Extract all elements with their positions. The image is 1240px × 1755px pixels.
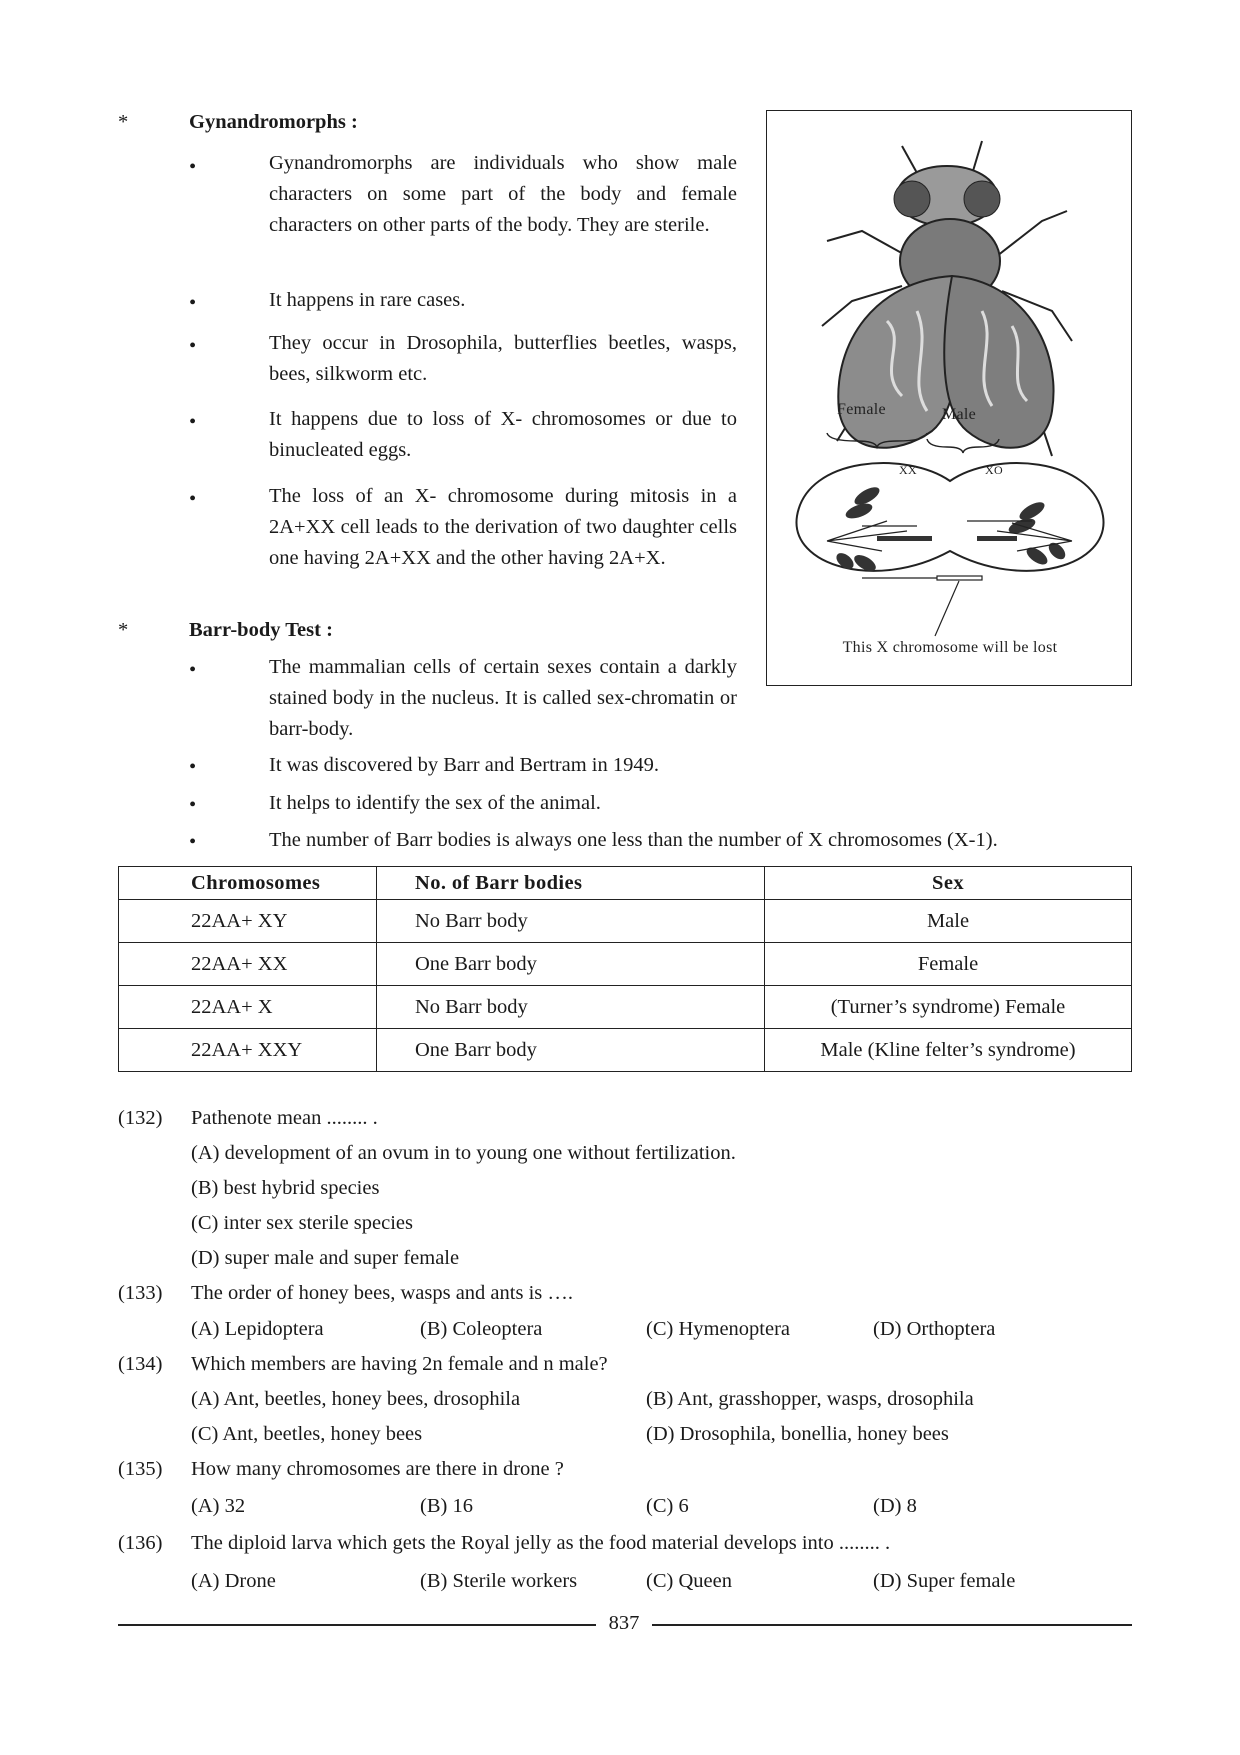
gyn-bullet-3: They occur in Drosophila, butterflies beetles, wasps, bees, silkworm etc. [269, 332, 737, 385]
drosophila-illustration [767, 111, 1133, 687]
col-header-chromosomes: Chromosomes [119, 867, 377, 900]
gynandromorph-figure [766, 110, 1132, 686]
bullet: • [189, 156, 197, 178]
option-a: (A) 32 [191, 1495, 246, 1517]
table-cell: Female [765, 943, 1132, 986]
bullet: • [189, 292, 197, 314]
table-cell: Male [765, 900, 1132, 943]
table-cell: 22AA+ XXY [119, 1029, 377, 1072]
question-number: (135) [118, 1458, 163, 1480]
table-cell: (Turner’s syndrome) Female [765, 986, 1132, 1029]
gyn-bullet-5: The loss of an X- chromosome during mitosis in a 2A+XX cell leads to the derivation of two daughter cells one having 2A+XX and the other having 2A+X. [269, 485, 737, 569]
option-b: (B) 16 [420, 1495, 473, 1517]
table-row [119, 986, 1132, 1029]
table-cell: Male (Kline felter’s syndrome) [765, 1029, 1132, 1072]
male-label: Male [942, 406, 977, 423]
table-row [119, 1029, 1132, 1072]
barr-body-table [118, 866, 1132, 1072]
table-cell: 22AA+ XX [119, 943, 377, 986]
female-label: Female [837, 401, 886, 418]
page-number: 837 [608, 1612, 640, 1634]
question-text: Which members are having 2n female and n male? [191, 1353, 608, 1375]
footer-rule-right [652, 1624, 1132, 1626]
option-c: (C) Hymenoptera [646, 1318, 791, 1340]
option-c: (C) Queen [646, 1570, 732, 1592]
bullet: • [189, 335, 197, 357]
table-row [119, 900, 1132, 943]
bullet: • [189, 831, 197, 853]
option-d: (D) 8 [873, 1495, 917, 1517]
table-row [119, 943, 1132, 986]
section-marker: * [118, 619, 129, 641]
option-c: (C) inter sex sterile species [191, 1212, 414, 1234]
col-header-barr-bodies: No. of Barr bodies [377, 867, 765, 900]
option-d: (D) Super female [873, 1570, 1016, 1592]
barr-bullet-2: It was discovered by Barr and Bertram in 1949. [269, 754, 659, 776]
question-text: Pathenote mean ........ . [191, 1107, 378, 1129]
barr-bullet-4: The number of Barr bodies is always one less than the number of X chromosomes (X-1). [269, 829, 998, 851]
table-cell: No Barr body [377, 986, 765, 1029]
table-cell: One Barr body [377, 1029, 765, 1072]
table-cell: One Barr body [377, 943, 765, 986]
section-marker: * [118, 111, 129, 133]
option-a: (A) Lepidoptera [191, 1318, 324, 1340]
table-header-row [119, 867, 1132, 900]
table-cell: 22AA+ X [119, 986, 377, 1029]
bullet: • [189, 794, 197, 816]
option-c: (C) 6 [646, 1495, 689, 1517]
option-c: (C) Ant, beetles, honey bees [191, 1423, 423, 1445]
option-a: (A) Drone [191, 1570, 276, 1592]
question-text: The diploid larva which gets the Royal jelly as the food material develops into ........ . [191, 1532, 891, 1554]
option-b: (B) best hybrid species [191, 1177, 380, 1199]
barr-bullet-1: The mammalian cells of certain sexes contain a darkly stained body in the nucleus. It is called sex-chromatin or barr-body. [269, 656, 737, 740]
question-number: (132) [118, 1107, 163, 1129]
gyn-bullet-1: Gynandromorphs are individuals who show male characters on some part of the body and female characters on other parts of the body. They are sterile. [269, 152, 737, 236]
option-b: (B) Coleoptera [420, 1318, 543, 1340]
gyn-bullet-2: It happens in rare cases. [269, 289, 466, 311]
question-number: (136) [118, 1532, 163, 1554]
bullet: • [189, 756, 197, 778]
col-header-sex: Sex [765, 867, 1132, 900]
option-b: (B) Ant, grasshopper, wasps, drosophila [646, 1388, 974, 1410]
question-number: (133) [118, 1282, 163, 1304]
footer-rule-left [118, 1624, 596, 1626]
bullet: • [189, 488, 197, 510]
question-number: (134) [118, 1353, 163, 1375]
option-d: (D) Orthoptera [873, 1318, 996, 1340]
xo-label: XO [985, 463, 1003, 477]
bullet: • [189, 411, 197, 433]
option-a: (A) Ant, beetles, honey bees, drosophila [191, 1388, 521, 1410]
bullet: • [189, 659, 197, 681]
table-cell: 22AA+ XY [119, 900, 377, 943]
gyn-bullet-4: It happens due to loss of X- chromosomes or due to binucleated eggs. [269, 408, 737, 461]
xx-label: XX [899, 463, 917, 477]
figure-caption: This X chromosome will be lost [842, 639, 1058, 656]
question-text: The order of honey bees, wasps and ants is …. [191, 1282, 574, 1304]
barr-body-heading: Barr-body Test : [189, 619, 333, 641]
table-cell: No Barr body [377, 900, 765, 943]
option-d: (D) super male and super female [191, 1247, 460, 1269]
option-b: (B) Sterile workers [420, 1570, 578, 1592]
question-text: How many chromosomes are there in drone ? [191, 1458, 564, 1480]
barr-bullet-3: It helps to identify the sex of the animal. [269, 792, 601, 814]
option-d: (D) Drosophila, bonellia, honey bees [646, 1423, 949, 1445]
option-a: (A) development of an ovum in to young one without fertilization. [191, 1142, 736, 1164]
gynandromorphs-heading: Gynandromorphs : [189, 111, 358, 133]
